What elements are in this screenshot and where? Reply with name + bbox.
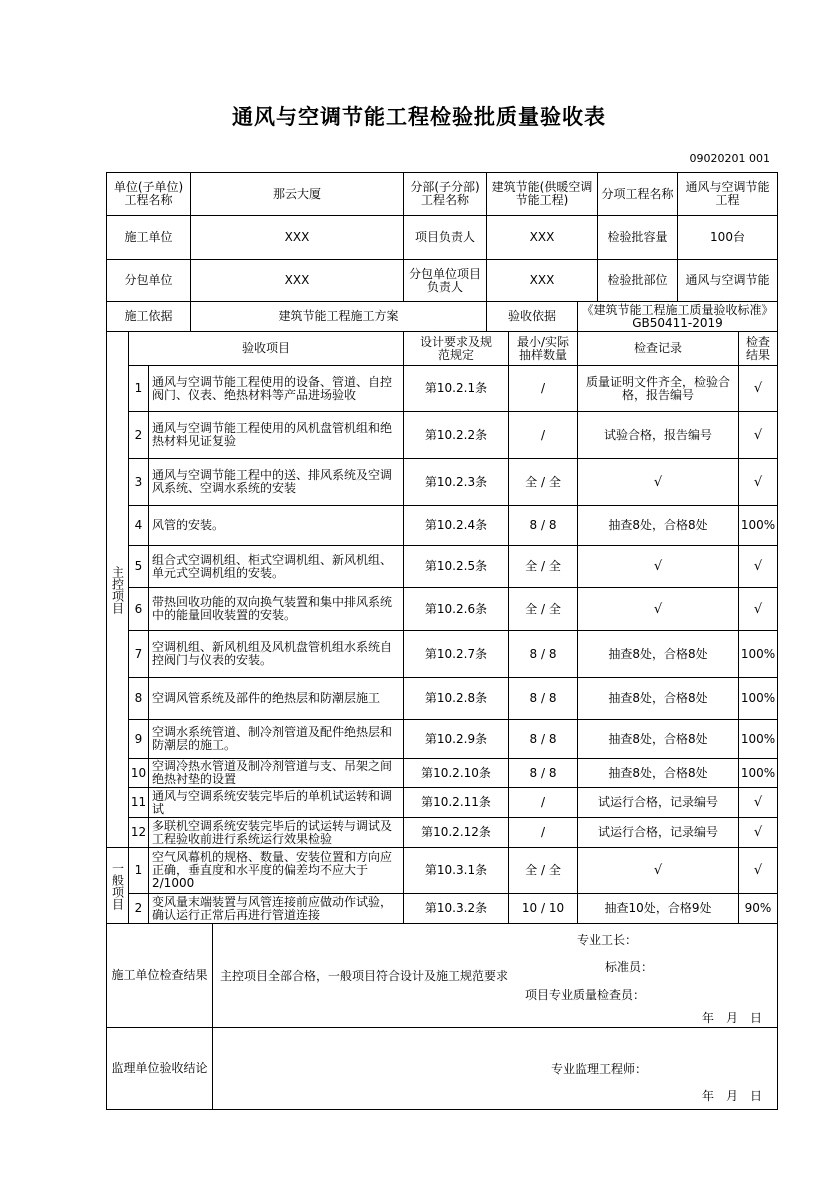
- item-sample: /: [540, 825, 546, 839]
- item-record: 抽查8处，合格8处: [608, 765, 708, 780]
- item-record: √: [653, 601, 663, 617]
- item-result: 100%: [740, 765, 776, 780]
- item-description: 风管的安装。: [152, 518, 225, 532]
- page-title: 通风与空调节能工程检验批质量验收表: [232, 105, 606, 129]
- item-number: 1: [134, 381, 143, 395]
- item-result: 100%: [740, 518, 776, 532]
- construction-basis-label: 施工依据: [124, 309, 173, 323]
- item-description: 通风与空调节能工程使用的设备、管道、自控阀门、仪表、绝热材料等产品进场验收: [152, 374, 393, 402]
- item-record: √: [653, 474, 663, 490]
- general-section-label: [107, 848, 128, 923]
- contractor-value: XXX: [284, 230, 310, 244]
- item-sample: 8 / 8: [529, 731, 557, 746]
- contractor-conclusion: 主控项目全部合格，一般项目符合设计及施工规范要求: [219, 968, 508, 983]
- contractor-date: 年 月 日: [701, 1010, 762, 1025]
- unit-name-label: 单位(子单位)工程名称: [113, 180, 184, 207]
- supervisor-date: 年 月 日: [701, 1088, 762, 1103]
- unit-name-value: 那云大厦: [272, 186, 321, 201]
- item-sample: 10 / 10: [521, 901, 565, 915]
- subitem-label: 分项工程名称: [601, 186, 674, 201]
- item-number: 12: [130, 825, 147, 839]
- batch-part-label: 检验批部位: [607, 273, 668, 287]
- item-clause: 第10.3.2条: [424, 901, 488, 915]
- item-record: √: [653, 559, 663, 574]
- acceptance-basis-value: 《建筑节能工程施工质量验收标准》GB50411-2019: [581, 302, 774, 330]
- item-result: 90%: [744, 901, 772, 915]
- item-number: 2: [134, 901, 143, 915]
- item-clause: 第10.2.2条: [424, 427, 488, 442]
- col-header-item: 验收项目: [241, 341, 290, 355]
- item-description: 通风与空调系统安装完毕后的单机试运转和调试: [152, 788, 393, 816]
- main-control-section-label: [107, 332, 128, 847]
- item-description: 组合式空调机组、柜式空调机组、新风机组、单元式空调机组的安装。: [152, 552, 393, 580]
- acceptance-basis-label: 验收依据: [507, 309, 556, 323]
- item-number: 8: [134, 691, 143, 705]
- contractor-check-label: 施工单位检查结果: [111, 968, 208, 982]
- col-header-sample: 最小/实际抽样数量: [516, 334, 570, 362]
- item-sample: 8 / 8: [529, 518, 557, 532]
- item-clause: 第10.2.11条: [421, 795, 491, 809]
- item-number: 7: [134, 646, 143, 661]
- subdivision-label: 分部(子分部)工程名称: [410, 180, 480, 207]
- general-label-text: 一般项目: [110, 861, 125, 910]
- item-sample: 8 / 8: [529, 691, 557, 705]
- item-sample: 全 / 全: [525, 601, 561, 616]
- item-number: 2: [134, 427, 143, 442]
- item-record: 抽查8处，合格8处: [608, 646, 708, 661]
- item-description: 空调水系统管道、制冷剂管道及配件绝热层和防潮层的施工。: [152, 725, 393, 752]
- item-description: 多联机空调系统安装完毕后的试运转与调试及工程验收前进行系统运行效果检验: [152, 818, 393, 846]
- subcontractor-value: XXX: [284, 273, 310, 287]
- col-header-result: 检查结果: [745, 334, 770, 362]
- item-record: 抽查8处，合格8处: [608, 518, 708, 532]
- batch-part-value: 通风与空调节能: [685, 273, 770, 287]
- supervising-engineer-label: 专业监理工程师：: [551, 1061, 648, 1076]
- item-description: 空调冷热水管道及制冷剂管道与支、吊架之间绝热衬垫的设置: [152, 759, 393, 786]
- item-result: √: [753, 559, 763, 574]
- item-result: √: [753, 601, 763, 617]
- item-number: 4: [134, 518, 143, 532]
- item-clause: 第10.2.9条: [424, 731, 488, 746]
- item-result: √: [753, 427, 763, 443]
- subcontractor-label: 分包单位: [124, 273, 173, 287]
- item-number: 11: [130, 795, 147, 809]
- project-manager-value: XXX: [529, 230, 555, 244]
- main-control-label-text: 主控项目: [110, 565, 125, 614]
- item-record: 抽查8处，合格8处: [608, 691, 708, 705]
- col-header-design: 设计要求及规范规定: [420, 334, 493, 362]
- foreman-signature-label: 专业工长：: [577, 932, 638, 947]
- item-clause: 第10.2.1条: [424, 381, 488, 395]
- item-clause: 第10.2.7条: [424, 646, 488, 661]
- item-result: √: [753, 474, 763, 490]
- supervisor-check-label: 监理单位验收结论: [111, 1061, 208, 1075]
- batch-capacity-value: 100台: [710, 230, 745, 244]
- item-clause: 第10.2.12条: [421, 825, 491, 839]
- item-sample: 8 / 8: [529, 765, 557, 780]
- item-number: 9: [134, 731, 143, 746]
- item-description: 通风与空调节能工程使用的风机盘管机组和绝热材料见证复验: [152, 421, 393, 448]
- item-result: √: [753, 381, 763, 396]
- item-clause: 第10.2.8条: [424, 691, 488, 705]
- item-description: 空气风幕机的规格、数量、安装位置和方向应正确，垂直度和水平度的偏差均不应大于2/1000: [152, 850, 393, 890]
- item-description: 通风与空调节能工程中的送、排风系统及空调风系统、空调水系统的安装: [152, 468, 393, 495]
- project-manager-label: 项目负责人: [414, 230, 475, 244]
- document-code: 09020201 001: [689, 152, 770, 165]
- item-result: 100%: [740, 691, 776, 705]
- item-sample: /: [540, 427, 546, 442]
- item-clause: 第10.2.3条: [424, 474, 488, 489]
- item-sample: 8 / 8: [529, 646, 557, 661]
- col-header-record: 检查记录: [633, 341, 682, 355]
- item-record: √: [653, 863, 663, 878]
- sub-project-manager-value: XXX: [529, 273, 555, 287]
- item-sample: /: [540, 795, 546, 809]
- item-sample: 全 / 全: [525, 474, 561, 489]
- item-clause: 第10.2.6条: [424, 601, 488, 616]
- item-clause: 第10.2.5条: [424, 559, 488, 573]
- item-record: 试运行合格，记录编号: [597, 795, 718, 809]
- subdivision-value: 建筑节能(供暖空调节能工程): [491, 180, 593, 207]
- item-number: 5: [134, 559, 143, 573]
- item-number: 6: [134, 601, 143, 616]
- item-result: 100%: [740, 646, 776, 661]
- item-sample: 全 / 全: [525, 863, 561, 877]
- item-result: 100%: [740, 731, 776, 746]
- item-record: 质量证明文件齐全，检验合格，报告编号: [585, 374, 730, 402]
- item-record: 抽查8处，合格8处: [608, 731, 708, 746]
- item-clause: 第10.2.4条: [424, 518, 488, 532]
- batch-capacity-label: 检验批容量: [607, 230, 668, 244]
- contractor-label: 施工单位: [124, 230, 173, 244]
- item-clause: 第10.3.1条: [424, 863, 488, 877]
- construction-basis-value: 建筑节能工程施工方案: [278, 309, 399, 323]
- item-record: 试运行合格，记录编号: [597, 825, 718, 839]
- quality-inspector-label: 项目专业质量检查员：: [525, 987, 646, 1002]
- item-clause: 第10.2.10条: [421, 765, 491, 780]
- item-sample: 全 / 全: [525, 559, 561, 573]
- item-number: 1: [134, 863, 143, 877]
- subitem-value: 通风与空调节能工程: [685, 180, 770, 207]
- item-description: 空调机组、新风机组及风机盘管机组水系统自控阀门与仪表的安装。: [152, 640, 393, 667]
- standards-officer-label: 标准员：: [605, 959, 654, 974]
- item-sample: /: [540, 381, 546, 395]
- item-result: √: [753, 863, 763, 878]
- item-number: 3: [134, 474, 143, 489]
- item-record: 试验合格，报告编号: [603, 427, 712, 442]
- item-result: √: [753, 825, 763, 840]
- item-result: √: [753, 795, 763, 810]
- sub-project-manager-label: 分包单位项目负责人: [408, 266, 481, 294]
- item-record: 抽查10处，合格9处: [604, 901, 712, 915]
- item-description: 带热回收功能的双向换气装置和集中排风系统中的能量回收装置的安装。: [152, 595, 393, 622]
- item-number: 10: [130, 765, 147, 780]
- item-description: 空调风管系统及部件的绝热层和防潮层施工: [152, 691, 381, 705]
- item-description: 变风量末端装置与风管连接前应做动作试验，确认运行正常后再进行管道连接: [152, 894, 393, 922]
